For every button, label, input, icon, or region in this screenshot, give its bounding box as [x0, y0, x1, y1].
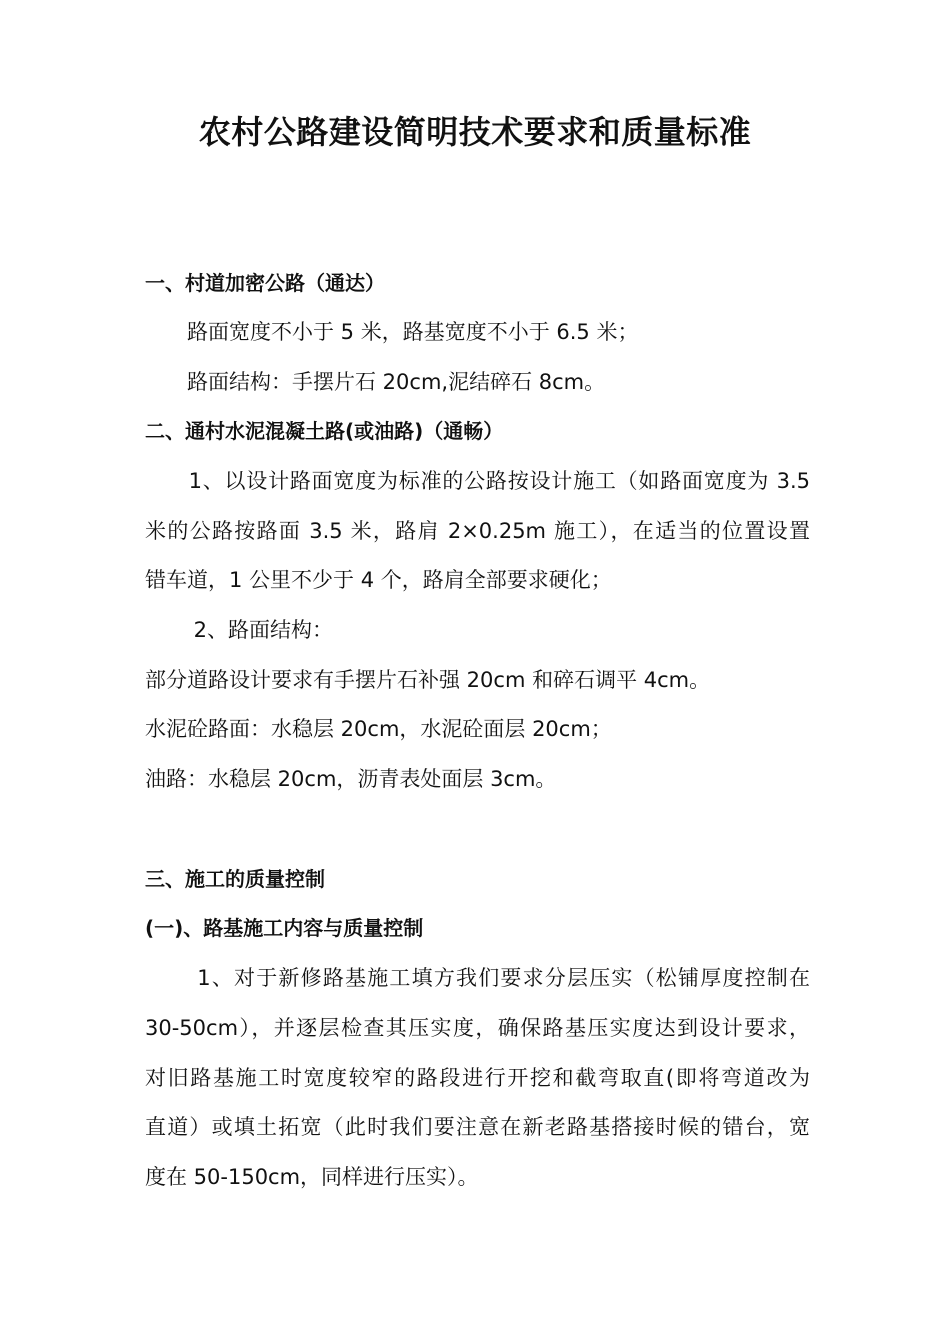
paragraph-line: 油路：水稳层 20cm，沥青表处面层 3cm。 — [145, 767, 557, 791]
paragraph-line: 对旧路基施工时宽度较窄的路段进行开挖和截弯取直(即将弯道改为 — [145, 1066, 810, 1090]
paragraph-line: 水泥砼路面：水稳层 20cm，水泥砼面层 20cm； — [145, 717, 612, 741]
paragraph-line: 2、路面结构： — [145, 618, 334, 642]
paragraph-line: 错车道，1 公里不少于 4 个，路肩全部要求硬化； — [145, 568, 612, 592]
section-heading-3: 三、施工的质量控制 — [145, 867, 325, 891]
paragraph-line: 度在 50-150cm，同样进行压实）。 — [145, 1165, 479, 1189]
subsection-heading: (一)、路基施工内容与质量控制 — [145, 916, 424, 940]
section-heading-1: 一、村道加密公路（通达） — [145, 271, 385, 295]
paragraph-line: 1、以设计路面宽度为标准的公路按设计施工（如路面宽度为 3.5 — [145, 469, 810, 493]
paragraph-line: 部分道路设计要求有手摆片石补强 20cm 和碎石调平 4cm。 — [145, 668, 711, 692]
paragraph-line: 路面宽度不小于 5 米，路基宽度不小于 6.5 米； — [145, 320, 639, 344]
section-heading-2: 二、通村水泥混凝土路(或油路)（通畅） — [145, 419, 504, 443]
paragraph-line: 直道）或填土拓宽（此时我们要注意在新老路基搭接时候的错台，宽 — [145, 1115, 810, 1139]
paragraph-line: 路面结构：手摆片石 20cm,泥结碎石 8cm。 — [145, 370, 606, 394]
paragraph-line: 1、对于新修路基施工填方我们要求分层压实（松铺厚度控制在 — [145, 966, 810, 990]
document-title: 农村公路建设简明技术要求和质量标准 — [198, 113, 752, 151]
paragraph-line: 30-50cm），并逐层检查其压实度，确保路基压实度达到设计要求， — [145, 1016, 810, 1040]
paragraph-line: 米的公路按路面 3.5 米，路肩 2×0.25m 施工），在适当的位置设置 — [145, 519, 810, 543]
